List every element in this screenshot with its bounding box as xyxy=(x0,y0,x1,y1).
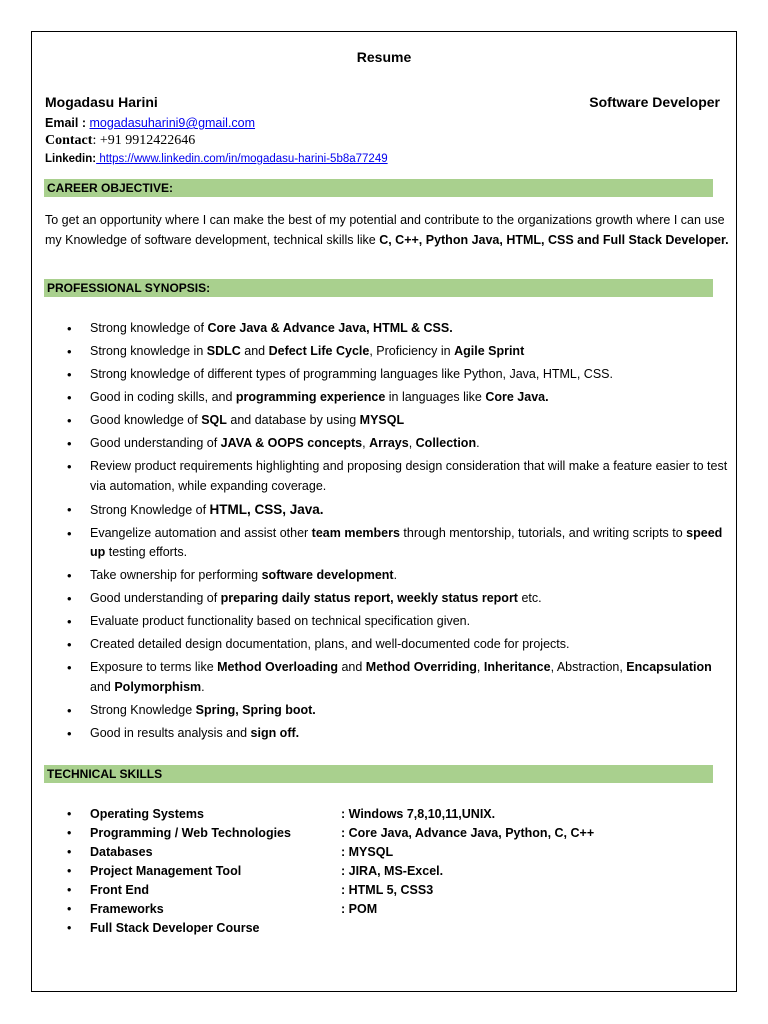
skill-row xyxy=(0,919,768,938)
synopsis-bold-text: Collection xyxy=(415,436,477,450)
synopsis-text: . xyxy=(393,568,398,582)
synopsis-item xyxy=(0,342,730,362)
synopsis-item xyxy=(0,457,730,496)
contact-phone: : +91 9912422646 xyxy=(92,133,196,148)
synopsis-text: Created detailed design documentation, plans, and well-documented code for projects. xyxy=(90,637,570,651)
objective-text xyxy=(45,211,729,250)
synopsis-item xyxy=(0,635,730,655)
synopsis-item xyxy=(0,524,730,563)
linkedin-label: Linkedin: xyxy=(45,153,97,165)
synopsis-bold-text: speed up xyxy=(90,525,723,559)
skill-value: : MYSQL xyxy=(341,845,394,859)
synopsis-bold-text: Core Java & Advance Java, HTML & CSS. xyxy=(207,321,453,335)
synopsis-text: testing efforts. xyxy=(105,545,188,559)
synopsis-text: Good in coding skills, and xyxy=(90,390,236,404)
synopsis-bold-text: preparing daily status report, weekly status report xyxy=(220,591,518,605)
linkedin-link[interactable]: https://www.linkedin.com/in/mogadasu-harini-5b8a77249 xyxy=(96,153,388,165)
synopsis-bold-text: Core Java. xyxy=(485,390,549,404)
synopsis-bold-text: Defect Life Cycle xyxy=(268,344,370,358)
synopsis-bold-text: Method Overloading xyxy=(217,660,338,674)
skill-value: : POM xyxy=(341,902,378,916)
section-career-objective: CAREER OBJECTIVE: xyxy=(44,179,713,197)
skill-row xyxy=(0,881,768,900)
synopsis-item xyxy=(0,566,730,586)
synopsis-text: Good in results analysis and xyxy=(90,725,251,740)
skill-label: • Programming / Web Technologies xyxy=(90,826,291,840)
skill-row xyxy=(0,862,768,881)
skill-row xyxy=(0,805,768,824)
synopsis-text: through mentorship, tutorials, and writing scripts to xyxy=(399,525,687,540)
skill-value: : HTML 5, CSS3 xyxy=(341,883,434,897)
synopsis-text: and database by using xyxy=(226,413,360,427)
synopsis-text: Strong knowledge of xyxy=(90,321,208,335)
synopsis-bold-text: JAVA & OOPS concepts xyxy=(220,436,363,450)
synopsis-text: Take ownership for performing xyxy=(90,568,262,582)
synopsis-text: , Abstraction, xyxy=(550,660,627,674)
synopsis-bold-text: Arrays xyxy=(369,436,409,450)
synopsis-text: etc. xyxy=(517,591,542,605)
skill-row xyxy=(0,900,768,919)
email-link[interactable]: mogadasuharini9@gmail.com xyxy=(89,116,256,130)
email-line xyxy=(45,115,255,131)
synopsis-item xyxy=(0,411,730,431)
email-label: Email : xyxy=(45,116,86,130)
synopsis-bold-text: MYSQL xyxy=(359,413,405,427)
job-role: Software Developer xyxy=(589,94,720,110)
synopsis-text: Evaluate product functionality based on technical specification given. xyxy=(90,614,471,628)
synopsis-bold-text: Agile Sprint xyxy=(454,344,525,358)
synopsis-text: , xyxy=(362,436,370,450)
synopsis-bold-text: SQL xyxy=(201,413,227,427)
synopsis-bold-text: team members xyxy=(311,525,400,540)
synopsis-text: Evangelize automation and assist other xyxy=(90,525,312,540)
skills-list xyxy=(0,805,768,938)
synopsis-item xyxy=(0,701,730,721)
synopsis-item xyxy=(0,589,730,609)
synopsis-item xyxy=(0,612,730,632)
synopsis-text: Good understanding of xyxy=(90,591,221,605)
synopsis-bold-text: Encapsulation xyxy=(626,660,712,674)
synopsis-text: and xyxy=(337,660,366,674)
synopsis-text: Strong Knowledge of xyxy=(90,502,210,517)
synopsis-item xyxy=(0,319,730,339)
synopsis-text: Good knowledge of xyxy=(90,413,202,427)
skill-label: • Project Management Tool xyxy=(90,864,242,878)
synopsis-text: and xyxy=(240,344,269,358)
synopsis-text: . xyxy=(201,679,205,694)
synopsis-item xyxy=(0,724,730,744)
section-technical-skills: TECHNICAL SKILLS xyxy=(44,765,713,783)
objective-skills: C, C++, Python Java, HTML, CSS and Full Stack Developer. xyxy=(379,232,729,247)
synopsis-bold-text: Polymorphism xyxy=(114,679,202,694)
synopsis-text: . xyxy=(476,436,480,450)
synopsis-text: Review product requirements highlighting and proposing design consideration that will make a feature easier to test via automation, while expanding coverage. xyxy=(90,459,728,493)
objective-body: To get an opportunity where I can make the best of my potential and contribute to the organizations growth where I can use my Knowledge of software development, technical skills like xyxy=(45,213,725,247)
section-professional-synopsis: PROFESSIONAL SYNOPSIS: xyxy=(44,279,713,297)
synopsis-text: and xyxy=(90,679,115,694)
skill-row xyxy=(0,824,768,843)
candidate-name: Mogadasu Harini xyxy=(45,94,158,110)
synopsis-bold-text: SDLC xyxy=(206,344,241,358)
skill-value: : JIRA, MS-Excel. xyxy=(341,864,444,878)
skill-label: • Full Stack Developer Course xyxy=(90,921,260,935)
synopsis-bold-text: HTML, CSS, Java. xyxy=(209,501,324,517)
synopsis-bold-text: programming experience xyxy=(235,390,386,404)
skill-label: • Databases xyxy=(90,845,153,859)
synopsis-text: , xyxy=(408,436,416,450)
skill-label: • Frameworks xyxy=(90,902,164,916)
linkedin-line xyxy=(45,151,388,167)
synopsis-bold-text: sign off. xyxy=(250,725,300,740)
synopsis-text: , Proficiency in xyxy=(369,344,455,358)
synopsis-bold-text: Spring, Spring boot. xyxy=(195,702,316,717)
synopsis-text: , xyxy=(476,660,484,674)
contact-line xyxy=(45,133,195,149)
contact-label: Contact xyxy=(45,133,93,148)
synopsis-bold-text: software development xyxy=(261,568,394,582)
synopsis-item xyxy=(0,365,730,385)
synopsis-text: in languages like xyxy=(385,390,486,404)
skill-value: : Windows 7,8,10,11,UNIX. xyxy=(341,807,496,821)
skill-label: • Front End xyxy=(90,883,150,897)
synopsis-bold-text: Method Overriding xyxy=(365,660,477,674)
page-title: Resume xyxy=(356,49,412,65)
synopsis-text: Good understanding of xyxy=(90,436,221,450)
synopsis-bold-text: Inheritance xyxy=(483,660,551,674)
synopsis-item xyxy=(0,658,730,697)
synopsis-item xyxy=(0,388,730,408)
synopsis-text: Exposure to terms like xyxy=(90,660,218,674)
synopsis-item xyxy=(0,434,730,454)
synopsis-item xyxy=(0,500,730,521)
skill-label: • Operating Systems xyxy=(90,807,204,821)
synopsis-text: Strong Knowledge xyxy=(90,702,196,717)
skill-value: : Core Java, Advance Java, Python, C, C++ xyxy=(341,826,595,840)
synopsis-list xyxy=(0,319,768,747)
skill-row xyxy=(0,843,768,862)
synopsis-text: Strong knowledge in xyxy=(90,344,207,358)
synopsis-text: Strong knowledge of different types of programming languages like Python, Java, HTML, CSS. xyxy=(90,367,613,381)
